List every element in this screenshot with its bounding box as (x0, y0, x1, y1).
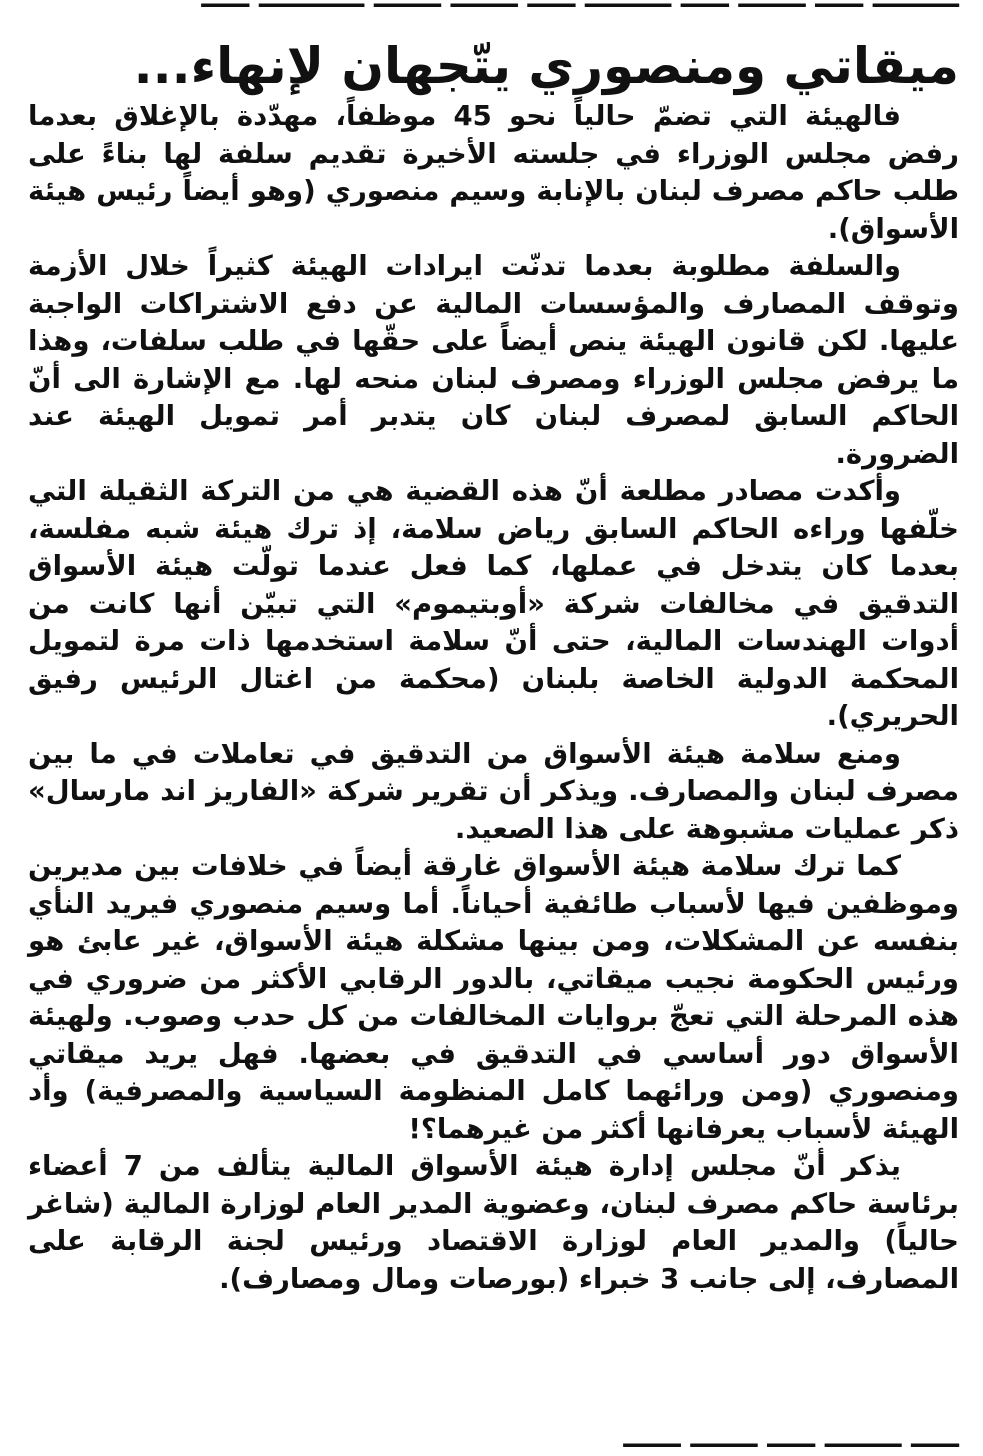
article-paragraph: وأكدت مصادر مطلعة أنّ هذه القضية هي من التركة الثقيلة التي خلّفها وراءه الحاكم السابق رياض سلامة، إذ ترك هيئة شبه مفلسة، بعدما كان يتدخل في عملها، كما فعل عندما تولّت هيئة الأسواق التدقيق في مخالفات شركة «أوبتيموم» التي تبيّن أنها كانت من أدوات الهندسات المالية، حتى أنّ سلامة استخدمها ذات مرة لتمويل المحكمة الدولية الخاصة بلبنان (محكمة من اغتال الرئيس رفيق الحريري). (28, 475, 959, 732)
cropped-text-line-top (30, 0, 959, 10)
article-paragraph: كما ترك سلامة هيئة الأسواق غارقة أيضاً في خلافات بين مديرين وموظفين فيها لأسباب طائفية أحياناً. أما وسيم منصوري فيريد النأي بنفسه عن المشكلات، ومن بينها مشكلة هيئة الأسواق، غير عابئ هو ورئيس الحكومة نجيب ميقاتي، بالدور الرقابي الأكثر من ضروري في هذه المرحلة التي تعجّ بروايات المخالفات من كل حدب وصوب. ولهيئة الأسواق دور أساسي في التدقيق في بعضها. فهل يريد ميقاتي ومنصوري (ومن ورائهما كامل المنظومة السياسية والمصرفية) وأد الهيئة لأسباب يعرفانها أكثر من غيرهما؟! (28, 850, 959, 1145)
article-paragraph: يذكر أنّ مجلس إدارة هيئة الأسواق المالية يتألف من 7 أعضاء برئاسة حاكم مصرف لبنان، وعضوية المدير العام لوزارة المالية (شاغر حالياً) والمدير العام لوزارة الاقتصاد ورئيس لجنة الرقابة على المصارف، إلى جانب 3 خبراء (بورصات ومال ومصارف). (28, 1150, 959, 1295)
article-headline: ميقاتي ومنصوري يتّجهان لإنهاء... (133, 37, 959, 95)
article-body (28, 98, 959, 1298)
article-paragraph: والسلفة مطلوبة بعدما تدنّت ايرادات الهيئة كثيراً خلال الأزمة وتوقف المصارف والمؤسسات المالية عن دفع الاشتراكات الواجبة عليها. لكن قانون الهيئة ينص أيضاً على حقّها في طلب سلفات، وهذا ما يرفض مجلس الوزراء ومصرف لبنان منحه لها. مع الإشارة الى أنّ الحاكم السابق لمصرف لبنان كان يتدبر أمر تمويل الهيئة عند الضرورة. (28, 250, 959, 470)
article-paragraph: فالهيئة التي تضمّ حالياً نحو 45 موظفاً، مهدّدة بالإغلاق بعدما رفض مجلس الوزراء في جلسته الأخيرة تقديم سلفة لها بناءً على طلب حاكم مصرف لبنان بالإنابة وسيم منصوري (وهو أيضاً رئيس هيئة الأسواق). (28, 100, 959, 245)
article-paragraph: ومنع سلامة هيئة الأسواق من التدقيق في تعاملات في ما بين مصرف لبنان والمصارف. ويذكر أن تقرير شركة «الفاريز اند مارسال» ذكر عمليات مشبوهة على هذا الصعيد. (28, 737, 959, 845)
cropped-text-line-bottom: ـــــ ــــــــ ـــــ ـــــــ ــــــ (623, 1421, 959, 1454)
